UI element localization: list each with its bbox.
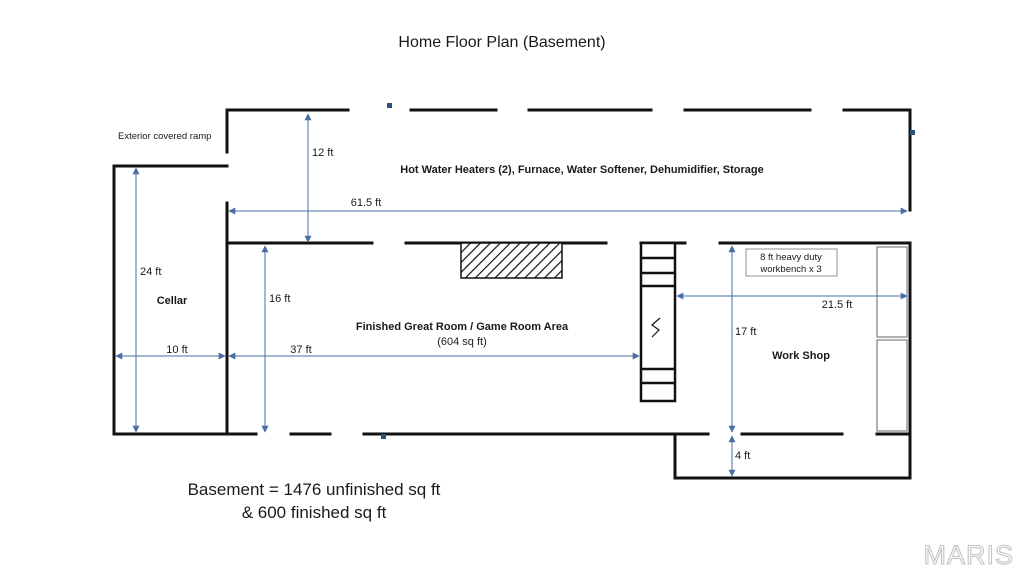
dim-label-24ft: 24 ft (140, 266, 162, 278)
dim-label-16ft: 16 ft (269, 293, 291, 305)
workshop-label: Work Shop (772, 350, 830, 362)
ramp-label: Exterior covered ramp (118, 131, 212, 142)
workbenches (877, 247, 907, 431)
wall-marker (387, 103, 392, 108)
great-room-area-label: (604 sq ft) (437, 336, 487, 348)
dim-label-12ft: 12 ft (312, 147, 334, 159)
dim-label-37ft: 37 ft (290, 344, 312, 356)
great-room-label: Finished Great Room / Game Room Area (355, 321, 569, 333)
summary-line1: Basement = 1476 unfinished sq ft (187, 480, 441, 499)
cellar-label: Cellar (156, 295, 188, 307)
dim-label-4ft: 4 ft (735, 450, 751, 462)
dim-label-61-5ft: 61.5 ft (350, 197, 382, 209)
staircase (641, 243, 675, 401)
wall-marker (381, 434, 386, 439)
maris-watermark: MARIS (923, 540, 1014, 570)
workbench-label-line1: 8 ft heavy duty (760, 252, 822, 263)
wall-marker (910, 130, 915, 135)
utility-room-label: Hot Water Heaters (2), Furnace, Water Softener, Dehumidifier, Storage (400, 164, 764, 176)
fireplace-hatch (461, 243, 562, 278)
dim-label-17ft: 17 ft (735, 326, 757, 338)
workbench-label-line2: workbench x 3 (760, 264, 822, 275)
summary-line2: & 600 finished sq ft (241, 503, 387, 522)
dim-label-21-5ft: 21.5 ft (821, 299, 853, 311)
page-title: Home Floor Plan (Basement) (398, 34, 606, 51)
dim-label-10ft: 10 ft (166, 344, 188, 356)
